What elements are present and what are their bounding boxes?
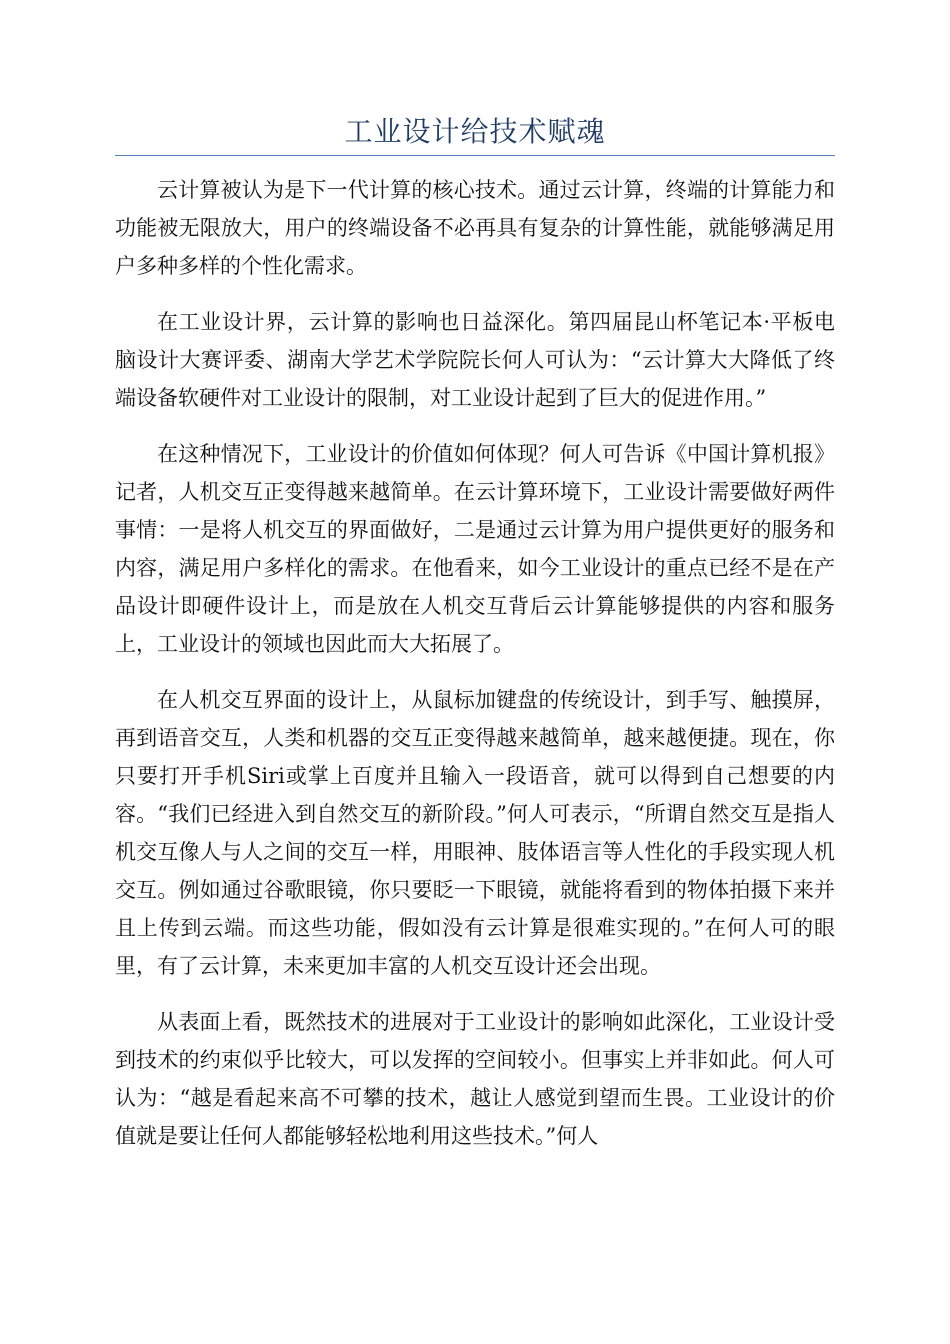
document-title: 工业设计给技术赋魂 [344, 115, 606, 148]
paragraph: 在人机交互界面的设计上，从鼠标加键盘的传统设计，到手写、触摸屏，再到语音交互，人类和机器的交互正变得越来越简单，越来越便捷。现在，你只要打开手机Siri或掌上百度并且输入一段语音，就可以得到自己想要的内容。“我们已经进入到自然交互的新阶段。”何人可表示，“所谓自然交互是指人机交互像人与人之间的交互一样，用眼神、肢体语言等人性化的手段实现人机交互。例如通过谷歌眼镜，你只要眨一下眼镜，就能将看到的物体拍摄下来并且上传到云端。而这些功能，假如没有云计算是很难实现的。”在何人可的眼里，有了云计算，未来更加丰富的人机交互设计还会出现。 [115, 688, 835, 978]
paragraph: 云计算被认为是下一代计算的核心技术。通过云计算，终端的计算能力和功能被无限放大，用户的终端设备不必再具有复杂的计算性能，就能够满足用户多种多样的个性化需求。 [115, 178, 835, 278]
paragraph: 从表面上看，既然技术的进展对于工业设计的影响如此深化，工业设计受到技术的约束似乎比较大，可以发挥的空间较小。但事实上并非如此。何人可认为：“越是看起来高不可攀的技术，越让人感觉到望而生畏。工业设计的价值就是要让任何人都能够轻松地利用这些技术。”何人 [115, 1010, 835, 1148]
document-body [115, 171, 835, 1173]
title-underline [115, 155, 835, 156]
paragraph: 在工业设计界，云计算的影响也日益深化。第四届昆山杯笔记本·平板电脑设计大赛评委、湖南大学艺术学院院长何人可认为：“云计算大大降低了终端设备软硬件对工业设计的限制，对工业设计起到了巨大的促进作用。” [115, 310, 835, 410]
paragraph: 在这种情况下，工业设计的价值如何体现？何人可告诉《中国计算机报》记者，人机交互正变得越来越简单。在云计算环境下，工业设计需要做好两件事情：一是将人机交互的界面做好，二是通过云计算为用户提供更好的服务和内容，满足用户多样化的需求。在他看来，如今工业设计的重点已经不是在产品设计即硬件设计上，而是放在人机交互背后云计算能够提供的内容和服务上，工业设计的领域也因此而大大拓展了。 [115, 442, 835, 656]
